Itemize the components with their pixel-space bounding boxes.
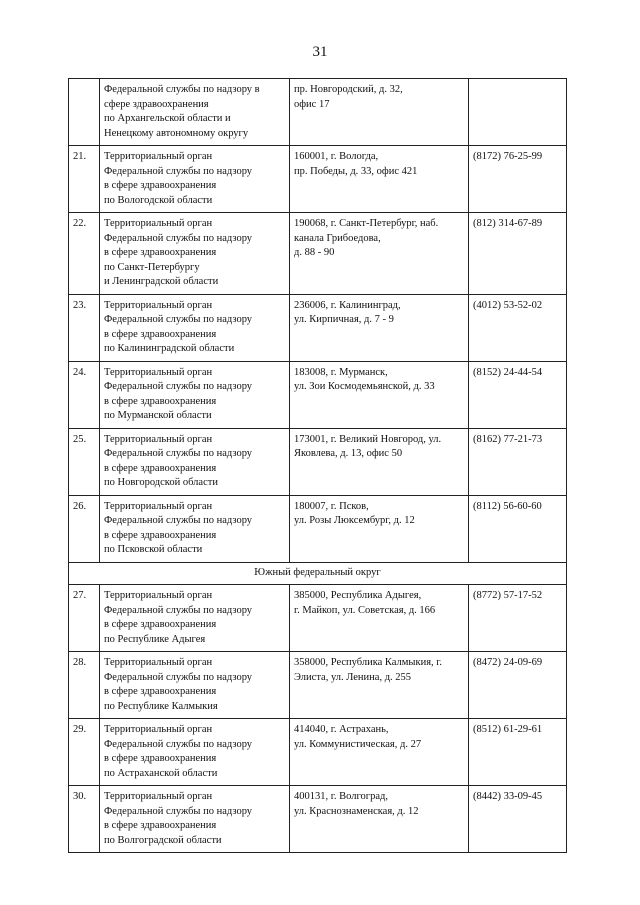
agency-address-line: Элиста, ул. Ленина, д. 255 — [294, 671, 412, 683]
agency-name-line: Ненецкому автономному округу — [104, 127, 249, 139]
agency-name-line: в сфере здравоохранения — [104, 619, 217, 630]
agency-name-line: Территориальный орган — [104, 657, 213, 668]
agency-address-line: 358000, Республика Калмыкия, г. — [294, 657, 443, 668]
table-row — [69, 719, 567, 786]
agency-name — [100, 294, 290, 361]
row-number: 26. — [69, 495, 100, 562]
agency-address — [290, 585, 469, 652]
table-row — [69, 146, 567, 213]
table-row — [69, 361, 567, 428]
agency-name-line: Территориальный орган — [104, 151, 213, 162]
agency-address-line: 190068, г. Санкт-Петербург, наб. — [294, 218, 439, 229]
agency-name-line: Федеральной службы по надзору — [104, 232, 253, 244]
district-heading: Южный федеральный округ — [69, 562, 567, 585]
agency-address-line: 385000, Республика Адыгея, — [294, 590, 422, 601]
district-heading-row — [69, 562, 567, 585]
agency-name-line: Территориальный орган — [104, 791, 213, 802]
agency-name — [100, 213, 290, 295]
agency-address-line: Яковлева, д. 13, офис 50 — [294, 448, 403, 459]
agency-name — [100, 361, 290, 428]
row-number: 29. — [69, 719, 100, 786]
agency-phone: (8512) 61-29-61 — [469, 719, 567, 786]
agency-name-line: Федеральной службы по надзору — [104, 515, 253, 526]
agency-address-line: пр. Победы, д. 33, офис 421 — [294, 165, 418, 177]
agency-address — [290, 146, 469, 213]
agency-name-line: по Архангельской области и — [104, 113, 231, 124]
agency-phone: (812) 314-67-89 — [469, 213, 567, 295]
agency-table — [68, 78, 567, 853]
agency-phone: (8172) 76-25-99 — [469, 146, 567, 213]
agency-name-line: по Мурманской области — [104, 410, 212, 421]
agency-name — [100, 652, 290, 719]
agency-name-line: по Волгоградской области — [104, 834, 222, 846]
agency-name-line: Федеральной службы по надзору в — [104, 84, 260, 95]
agency-address-line: канала Грибоедова, — [294, 232, 381, 244]
agency-name-line: Федеральной службы по надзору — [104, 738, 253, 750]
agency-name-line: по Калининградской области — [104, 343, 235, 354]
table-row — [69, 213, 567, 295]
agency-address-line: 414040, г. Астрахань, — [294, 724, 389, 735]
agency-name-line: Территориальный орган — [104, 218, 213, 229]
agency-address-line: офис 17 — [294, 98, 330, 110]
page-number: 31 — [312, 44, 328, 60]
agency-name-line: в сфере здравоохранения — [104, 247, 217, 258]
agency-name — [100, 146, 290, 213]
table-row — [69, 652, 567, 719]
row-number: 23. — [69, 294, 100, 361]
row-number: 22. — [69, 213, 100, 295]
agency-address — [290, 294, 469, 361]
agency-name — [100, 786, 290, 853]
agency-name-line: по Вологодской области — [104, 194, 213, 206]
table-row — [69, 585, 567, 652]
agency-name-line: Федеральной службы по надзору — [104, 671, 253, 683]
agency-phone: (8112) 56-60-60 — [469, 495, 567, 562]
row-number: 28. — [69, 652, 100, 719]
agency-name-line: в сфере здравоохранения — [104, 686, 217, 697]
agency-address-line: ул. Краснознаменская, д. 12 — [294, 805, 419, 817]
row-number: 24. — [69, 361, 100, 428]
agency-name-line: по Республике Калмыкия — [104, 700, 218, 712]
agency-address-line: 160001, г. Вологда, — [294, 151, 379, 162]
table-row — [69, 294, 567, 361]
agency-name-line: Территориальный орган — [104, 500, 213, 512]
agency-name-line: в сфере здравоохранения — [104, 180, 217, 191]
agency-phone: (8442) 33-09-45 — [469, 786, 567, 853]
agency-phone: (8472) 24-09-69 — [469, 652, 567, 719]
row-number — [69, 79, 100, 146]
agency-address-line: д. 88 - 90 — [294, 247, 335, 258]
agency-address — [290, 652, 469, 719]
agency-name-line: сфере здравоохранения — [104, 98, 209, 110]
agency-address — [290, 361, 469, 428]
agency-address-line: ул. Кирпичная, д. 7 - 9 — [294, 314, 394, 325]
row-number: 21. — [69, 146, 100, 213]
agency-name — [100, 428, 290, 495]
table-row — [69, 786, 567, 853]
agency-address — [290, 213, 469, 295]
agency-name-line: Территориальный орган — [104, 299, 213, 311]
agency-name-line: по Астраханской области — [104, 767, 218, 779]
agency-name-line: Федеральной службы по надзору — [104, 805, 253, 817]
agency-phone: (8772) 57-17-52 — [469, 585, 567, 652]
agency-name-line: Федеральной службы по надзору — [104, 165, 253, 177]
agency-phone — [469, 79, 567, 146]
agency-address-line: г. Майкоп, ул. Советская, д. 166 — [294, 604, 436, 616]
table-row — [69, 495, 567, 562]
agency-name-line: в сфере здравоохранения — [104, 395, 217, 407]
agency-address-line: 183008, г. Мурманск, — [294, 366, 388, 378]
agency-address — [290, 79, 469, 146]
agency-name-line: в сфере здравоохранения — [104, 753, 217, 764]
agency-address-line: ул. Розы Люксембург, д. 12 — [294, 515, 415, 526]
agency-name-line: в сфере здравоохранения — [104, 820, 217, 831]
agency-address-line: 173001, г. Великий Новгород, ул. — [294, 433, 442, 445]
agency-name — [100, 585, 290, 652]
agency-name-line: Федеральной службы по надзору — [104, 314, 253, 325]
agency-address-line: пр. Новгородский, д. 32, — [294, 84, 403, 95]
agency-name-line: и Ленинградской области — [104, 276, 219, 287]
agency-name-line: в сфере здравоохранения — [104, 529, 217, 541]
agency-name-line: в сфере здравоохранения — [104, 462, 217, 474]
agency-address-line: 236006, г. Калининград, — [294, 299, 401, 311]
agency-name — [100, 79, 290, 146]
agency-name-line: Территориальный орган — [104, 433, 213, 445]
agency-name — [100, 719, 290, 786]
agency-name-line: по Республике Адыгея — [104, 633, 206, 645]
agency-address-line: 400131, г. Волгоград, — [294, 791, 388, 802]
agency-name-line: Федеральной службы по надзору — [104, 381, 253, 392]
agency-address-line: ул. Коммунистическая, д. 27 — [294, 738, 422, 750]
table-row — [69, 79, 567, 146]
agency-name-line: Территориальный орган — [104, 724, 213, 735]
agency-name-line: Территориальный орган — [104, 366, 213, 378]
agency-address — [290, 495, 469, 562]
agency-address — [290, 719, 469, 786]
agency-address-line: 180007, г. Псков, — [294, 500, 369, 512]
agency-phone: (4012) 53-52-02 — [469, 294, 567, 361]
row-number: 27. — [69, 585, 100, 652]
table-row — [69, 428, 567, 495]
agency-phone: (8152) 24-44-54 — [469, 361, 567, 428]
agency-name-line: по Псковской области — [104, 544, 203, 555]
agency-name-line: Федеральной службы по надзору — [104, 448, 253, 459]
agency-name — [100, 495, 290, 562]
agency-name-line: Федеральной службы по надзору — [104, 604, 253, 616]
row-number: 30. — [69, 786, 100, 853]
agency-name-line: в сфере здравоохранения — [104, 328, 217, 340]
agency-address — [290, 428, 469, 495]
row-number: 25. — [69, 428, 100, 495]
agency-name-line: по Новгородской области — [104, 477, 218, 488]
agency-phone: (8162) 77-21-73 — [469, 428, 567, 495]
agency-name-line: по Санкт-Петербургу — [104, 261, 200, 273]
agency-name-line: Территориальный орган — [104, 590, 213, 601]
agency-address — [290, 786, 469, 853]
agency-address-line: ул. Зои Космодемьянской, д. 33 — [294, 381, 435, 392]
